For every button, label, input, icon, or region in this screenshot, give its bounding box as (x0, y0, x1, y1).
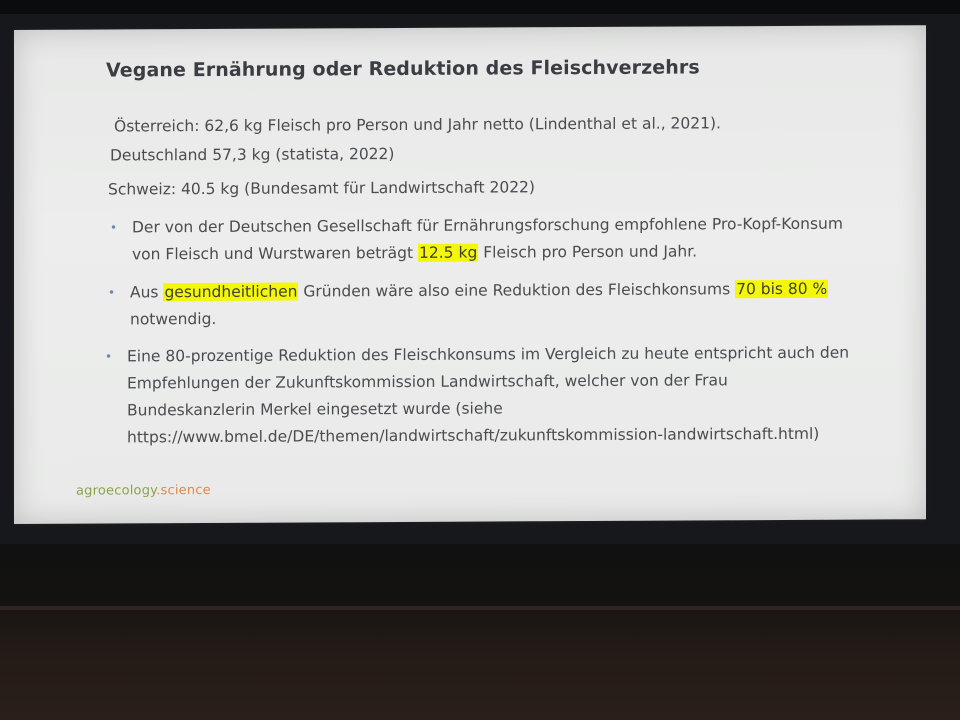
austria-line: Österreich: 62,6 kg Fleisch pro Person und Jahr netto (Lindenthal et al., 2021). (114, 114, 721, 136)
bullet2-line1: Aus gesundheitlichen Gründen wäre also eine Reduktion des Fleischkonsums 70 bis 80 % (130, 279, 828, 302)
bullet-dot-icon: • (108, 285, 116, 300)
stage-floor (0, 610, 960, 720)
bullet3-line2: Empfehlungen der Zukunftskommission Landwirtschaft, welcher von der Frau (127, 371, 728, 393)
bullet-recommended-consumption (110, 211, 843, 269)
bullet3-line1: Eine 80-prozentige Reduktion des Fleischkonsums im Vergleich zu heute entspricht auch den (127, 343, 850, 366)
bullet3-line4: https://www.bmel.de/DE/themen/landwirtschaft/zukunftskommission-landwirtschaft.html) (127, 424, 820, 447)
agroecology-logo: agroecology.science (76, 482, 211, 499)
bullet1-line1: Der von der Deutschen Gesellschaft für Ernährungsforschung empfohlene Pro-Kopf-Konsum (132, 214, 843, 237)
bullet-dot-icon: • (105, 349, 113, 364)
highlight-gesundheitlichen: gesundheitlichen (164, 282, 298, 302)
switzerland-line: Schweiz: 40.5 kg (Bundesamt für Landwirtschaft 2022) (108, 178, 535, 199)
highlight-12-5-kg: 12.5 kg (419, 243, 478, 262)
bullet-commission (105, 340, 850, 452)
germany-line: Deutschland 57,3 kg (statista, 2022) (110, 145, 395, 165)
highlight-70-bis-80: 70 bis 80 % (736, 279, 828, 299)
slide-title: Vegane Ernährung oder Reduktion des Fleischverzehrs (106, 56, 700, 82)
bullet3-line3: Bundeskanzlerin Merkel eingesetzt wurde (siehe (127, 399, 503, 420)
bullet-health-reduction (108, 276, 828, 334)
bullet2-line2: notwendig. (130, 309, 217, 329)
bullet-dot-icon: • (110, 220, 118, 235)
projected-slide (14, 25, 926, 524)
bullet1-line2: von Fleisch und Wurstwaren beträgt 12.5 kg Fleisch pro Person und Jahr. (132, 242, 698, 264)
